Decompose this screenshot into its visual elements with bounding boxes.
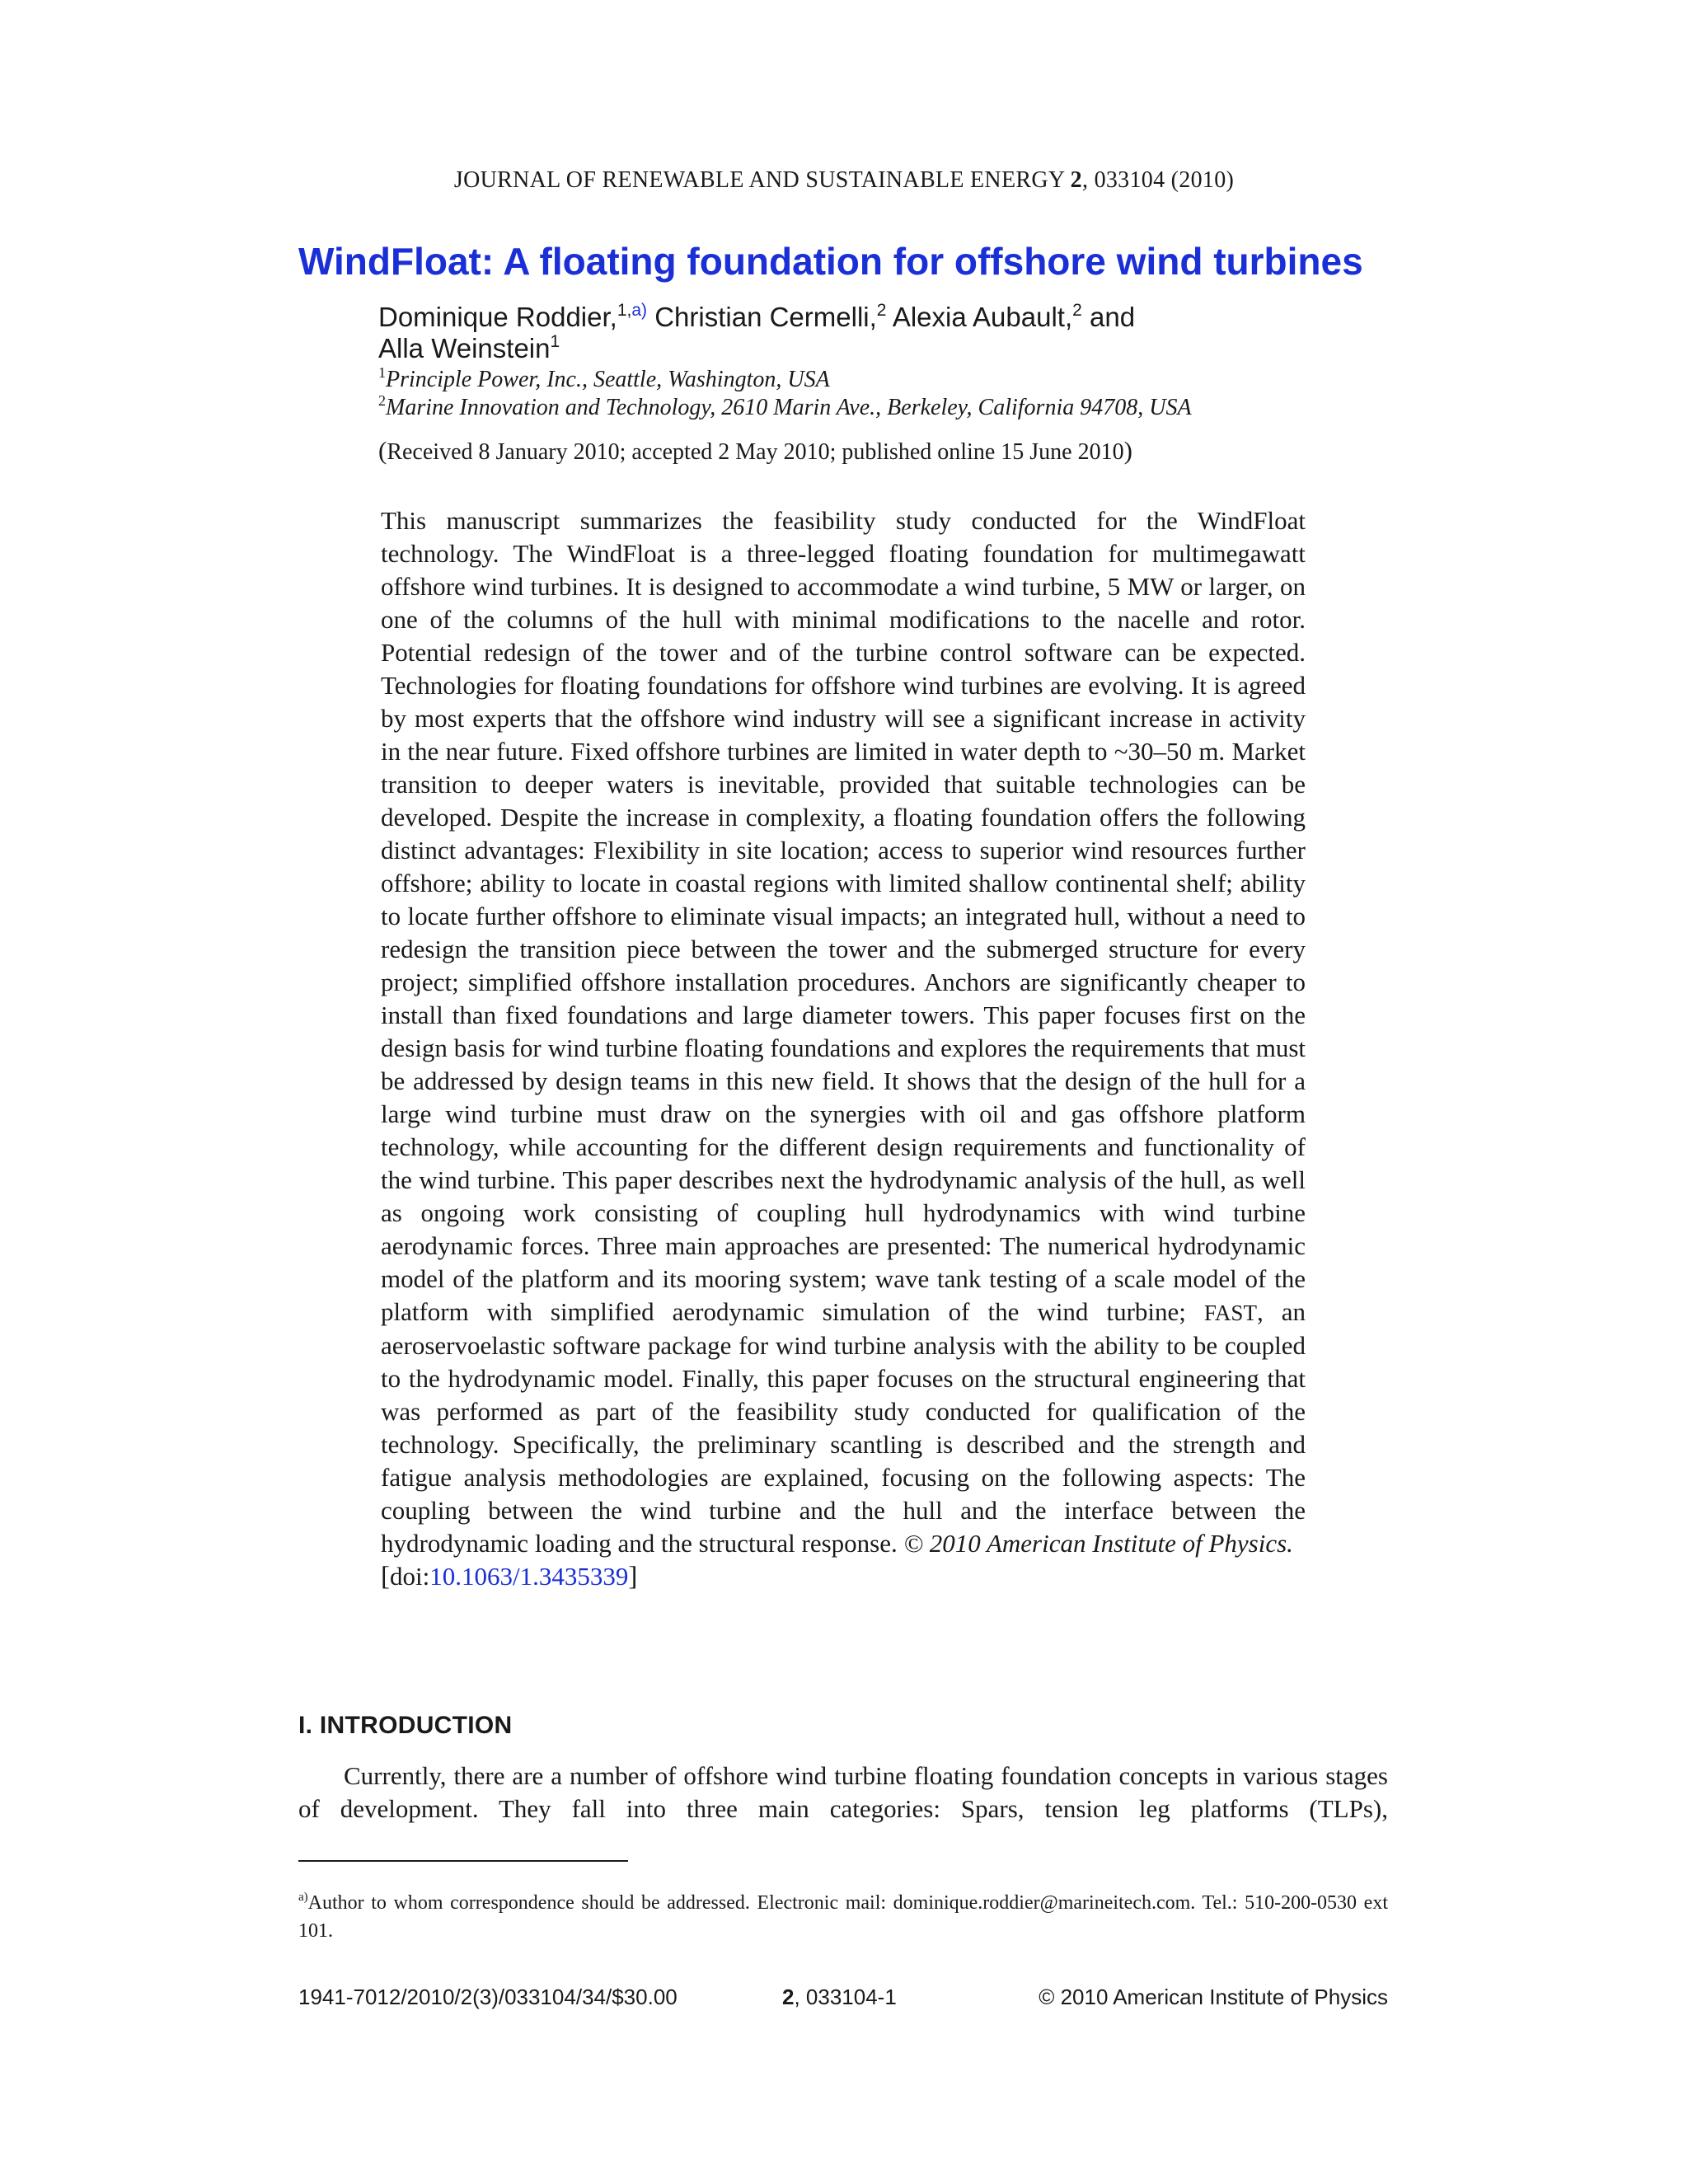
affiliation: $^1$Principle Power, Inc., Seattle, Washington, USA (378, 364, 830, 392)
author-affiliation-mark: 2 (1072, 301, 1082, 320)
doi-link[interactable]: 10.1063/1.3435339 (429, 1562, 629, 1591)
footnote-divider (298, 1860, 628, 1862)
abstract (381, 504, 1306, 1593)
footnote-mark: a) (298, 1891, 308, 1904)
doi: [doi:10.1063/1.3435339] (381, 1562, 638, 1591)
author-affiliation-mark: 1 (550, 332, 560, 351)
footer-page-number: 2, 033104-1 (782, 1985, 897, 2009)
author-name: Dominique Roddier, (378, 302, 617, 332)
author-affiliation-mark: 2 (876, 301, 887, 320)
abstract-copyright: © 2010 American Institute of Physics. (903, 1529, 1293, 1558)
journal-volume: 2 (1070, 167, 1082, 193)
author-name: Alexia Aubault, (886, 302, 1073, 332)
author-conjunction: and (1081, 302, 1136, 332)
author-name: Christian Cermelli, (647, 302, 877, 332)
affiliation: $^2$Marine Innovation and Technology, 2610 Marin Ave., Berkeley, California 94708, USA (378, 392, 1192, 420)
intro-paragraph: Currently, there are a number of offshore wind turbine floating foundation concepts in various stages of development. They fall into three main categories: Spars, tension leg platforms (TLPs), (298, 1761, 1388, 1823)
abstract-text: This manuscript summarizes the feasibility study conducted for the WindFloat technology. The WindFloat is a three-legged floating foundation for multimegawatt offshore wind turbines. It is designed to accommodate a wind turbine, 5 MW or larger, on one of the columns of the hull with minimal modifications to the nacelle and rotor. Potential redesign of the tower and of the turbine control software can be expected. Technologies for floating foundations for offshore wind turbines are evolving. It is agreed by most experts that the offshore wind industry will see a significant increase in activity in the near future. Fixed offshore turbines are limited in water depth to ~30–50 m. Market transition to deeper waters is inevitable, provided that suitable technologies can be developed. Despite the increase in complexity, a floating foundation offers the following distinct advantages: Flexibility in site location; access to superior wind resources further offshore; ability to locate in coastal regions with limited shallow continental shelf; ability to locate further offshore to eliminate visual impacts; an integrated hull, without a need to redesign the transition piece between the tower and the submerged structure for every project; simplified offshore installation procedures. Anchors are significantly cheaper to install than fixed foundations and large diameter towers. This paper focuses first on the design basis for wind turbine floating foundations and explores the requirements that must be addressed by design teams in this new field. It shows that the design of the hull for a large wind turbine must draw on the synergies with oil and gas offshore platform technology, while accounting for the different design requirements and functionality of the wind turbine. This paper describes next the hydrodynamic analysis of the hull, as well as ongoing work consisting of coupling hull hydrodynamics with wind turbine aerodynamic forces. Three main approaches are presented: The numerical hydrodynamic model of the platform and its mooring system; wave tank testing of a scale model of the platform with simplified aerodynamic simulation of the wind turbine; FAST, an aeroservoelastic software package for wind turbine analysis with the ability to be coupled to the hydrodynamic model. Finally, this paper focuses on the structural engineering that was performed as part of the feasibility study conducted for qualification of the technology. Specifically, the preliminary scantling is described and the strength and fatigue analysis methodologies are explained, focusing on the following aspects: The coupling between the wind turbine and the hull and the interface between the hydrodynamic loading and the structural response. © 2010 American Institute of Physics. (381, 506, 1306, 1558)
journal-header (0, 167, 1688, 194)
footer-copyright: © 2010 American Institute of Physics (1039, 1985, 1388, 2009)
correspondence-footnote-link[interactable]: a) (631, 301, 648, 320)
footnote: $^{a)}$Author to whom correspondence should be addressed. Electronic mail: dominique.roddier@marineitech.com. Tel.: 510-200-0530 ext 101. (298, 1891, 1388, 1942)
journal-article-year: , 033104 (2010) (1081, 167, 1235, 193)
journal-name: JOURNAL OF RENEWABLE AND SUSTAINABLE ENERGY (453, 167, 1065, 193)
author-affiliation-mark: 1,a) (617, 301, 648, 320)
author-name: Alla Weinstein (378, 333, 551, 363)
received-dates: (Received 8 January 2010; accepted 2 May 2010; published online 15 June 2010) (378, 436, 1132, 465)
footer-issn: 1941-7012/2010/2(3)/033104/34/$30.00 (298, 1985, 678, 2009)
fast-software-name: FAST (1203, 1301, 1257, 1325)
author-list (378, 302, 1367, 364)
section-heading: I. INTRODUCTION (298, 1712, 513, 1739)
paper-title: WindFloat: A floating foundation for offshore wind turbines (298, 240, 1363, 283)
